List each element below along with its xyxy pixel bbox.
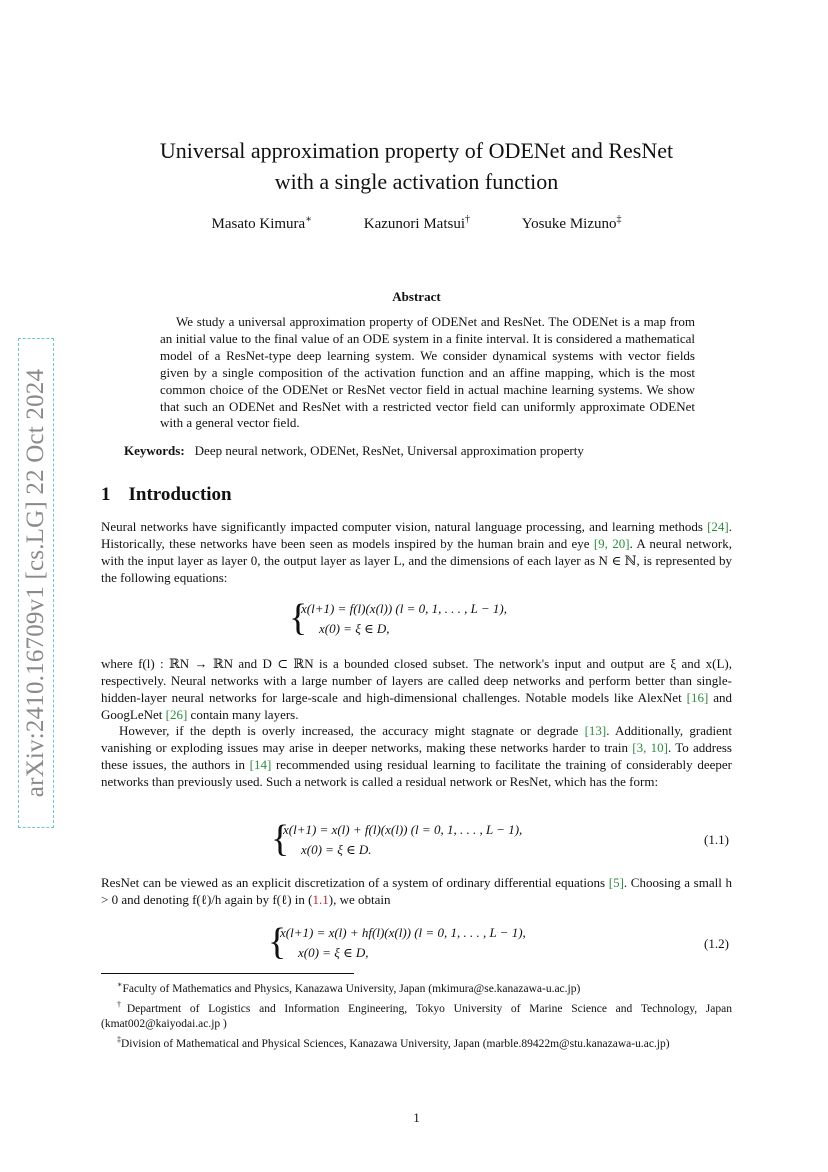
section-heading <box>101 484 232 506</box>
paragraph-4: ResNet can be viewed as an explicit discretization of a system of ordinary differential equations [5]. Choosing a small h > 0 and denoting f(ℓ)/h again by f(ℓ) in (1.1), we obtain <box>101 875 732 907</box>
paragraph-2: where f(l) : ℝN → ℝN and D ⊂ ℝN is a bounded closed subset. The network's input and output are ξ and x(L), respectively. Neural networks with a large number of layers are called deep networks and perform better than single-hidden-layer neural networks for large-scale and high-dimensional challenges. Notable models like AlexNet [16] and GoogLeNet [26] contain many layers. <box>101 656 732 722</box>
equation-line: x(l+1) = x(l) + hf(l)(x(l)) (l = 0, 1, . . . , L − 1), <box>280 925 526 940</box>
paragraph-1: Neural networks have significantly impacted computer vision, natural language processing, and learning methods [24]. Historically, these networks have been seen as models inspired by the human brain and eye [9, 20]. A neural network, with the input layer as layer 0, the output layer as layer L, and the dimensions of each layer as N ∈ ℕ, is represented by the following equations: <box>101 519 732 585</box>
author: Kazunori Matsui† <box>363 214 470 232</box>
citation-link[interactable]: [3, 10] <box>632 739 668 755</box>
citation-link[interactable]: [16] <box>686 689 709 705</box>
section-title: Introduction <box>128 484 232 505</box>
keywords-text: Deep neural network, ODENet, ResNet, Universal approximation property <box>194 443 584 458</box>
citation-link[interactable]: [26] <box>165 706 188 722</box>
citation-link[interactable]: [24] <box>707 519 729 534</box>
equation-1-2 <box>268 923 526 963</box>
footnote: ∗Faculty of Mathematics and Physics, Kanazawa University, Japan (mkimura@se.kanazawa-u.ac.jp) <box>117 980 581 995</box>
citation-link[interactable]: [5] <box>608 875 624 890</box>
title-line-2: with a single activation function <box>274 169 559 194</box>
footnote: ‡Division of Mathematical and Physical Sciences, Kanazawa University, Japan (marble.89422m@stu.kanazawa-u.ac.jp) <box>117 1034 670 1050</box>
author-list <box>101 214 732 233</box>
arxiv-stamp <box>18 338 54 828</box>
arxiv-stamp-text: arXiv:2410.16709v1 [cs.LG] 22 Oct 2024 <box>22 368 49 798</box>
footnotes <box>101 977 732 1051</box>
equation-number: (1.1) <box>704 832 729 847</box>
equation-line: x(l+1) = x(l) + f(l)(x(l)) (l = 0, 1, . . . , L − 1), <box>283 822 523 837</box>
equation-brace: { <box>268 921 287 963</box>
page-number: 1 <box>413 1110 420 1125</box>
equation-number: (1.2) <box>704 936 729 951</box>
equation-1-1 <box>271 820 522 860</box>
paper-title <box>101 135 732 197</box>
equation-line: x(l+1) = f(l)(x(l)) (l = 0, 1, . . . , L − 1), <box>301 601 507 616</box>
abstract-text: We study a universal approximation property of ODENet and ResNet. The ODENet is a map from an initial value to the final value of an ODE system in a finite interval. It is considered a mathematical model of a ResNet-type deep learning system. We consider dynamical systems with vector fields given by a single composition of the activation function and an affine mapping, which is the most common choice of the ODENet or ResNet vector field in actual machine learning systems. We show that such an ODENet and ResNet with a restricted vector field can uniformly approximate ODENet with a general vector field. <box>160 314 695 431</box>
author: Yosuke Mizuno‡ <box>521 214 622 232</box>
equation-brace: { <box>271 818 290 860</box>
equation-line: x(0) = ξ ∈ D, <box>298 945 369 960</box>
keywords-label: Keywords: <box>124 443 185 458</box>
footnote-rule <box>101 973 354 974</box>
equation-line: x(0) = ξ ∈ D, <box>319 621 390 636</box>
keywords <box>124 443 714 459</box>
abstract-heading: Abstract <box>392 289 441 304</box>
paragraph-3: However, if the depth is overly increased, the accuracy might stagnate or degrade [13]. Additionally, gradient vanishing or exploding issues may arise in deeper networks, making these networks harder to train [3, 10]. To address these issues, the authors in [14] recommended using residual learning to facilitate the training of considerably deeper networks than previously used. Such a network is called a residual network or ResNet, which has the form: <box>101 723 733 789</box>
footnote: †Department of Logistics and Information Engineering, Tokyo University of Marine Science and Technology, Japan (kmat002@kaiyodai.ac.jp ) <box>101 999 732 1030</box>
title-line-1: Universal approximation property of ODENet and ResNet <box>159 138 674 163</box>
citation-link[interactable]: [14] <box>249 756 272 772</box>
equation-brace: { <box>289 597 308 639</box>
section-number: 1 <box>101 484 111 505</box>
equation-line: x(0) = ξ ∈ D. <box>301 842 372 857</box>
equation-ref-link[interactable]: 1.1 <box>312 891 329 907</box>
citation-link[interactable]: [13] <box>584 723 607 738</box>
citation-link[interactable]: [9, 20] <box>593 535 630 551</box>
equation-network <box>289 599 507 639</box>
author: Masato Kimura∗ <box>211 214 313 232</box>
